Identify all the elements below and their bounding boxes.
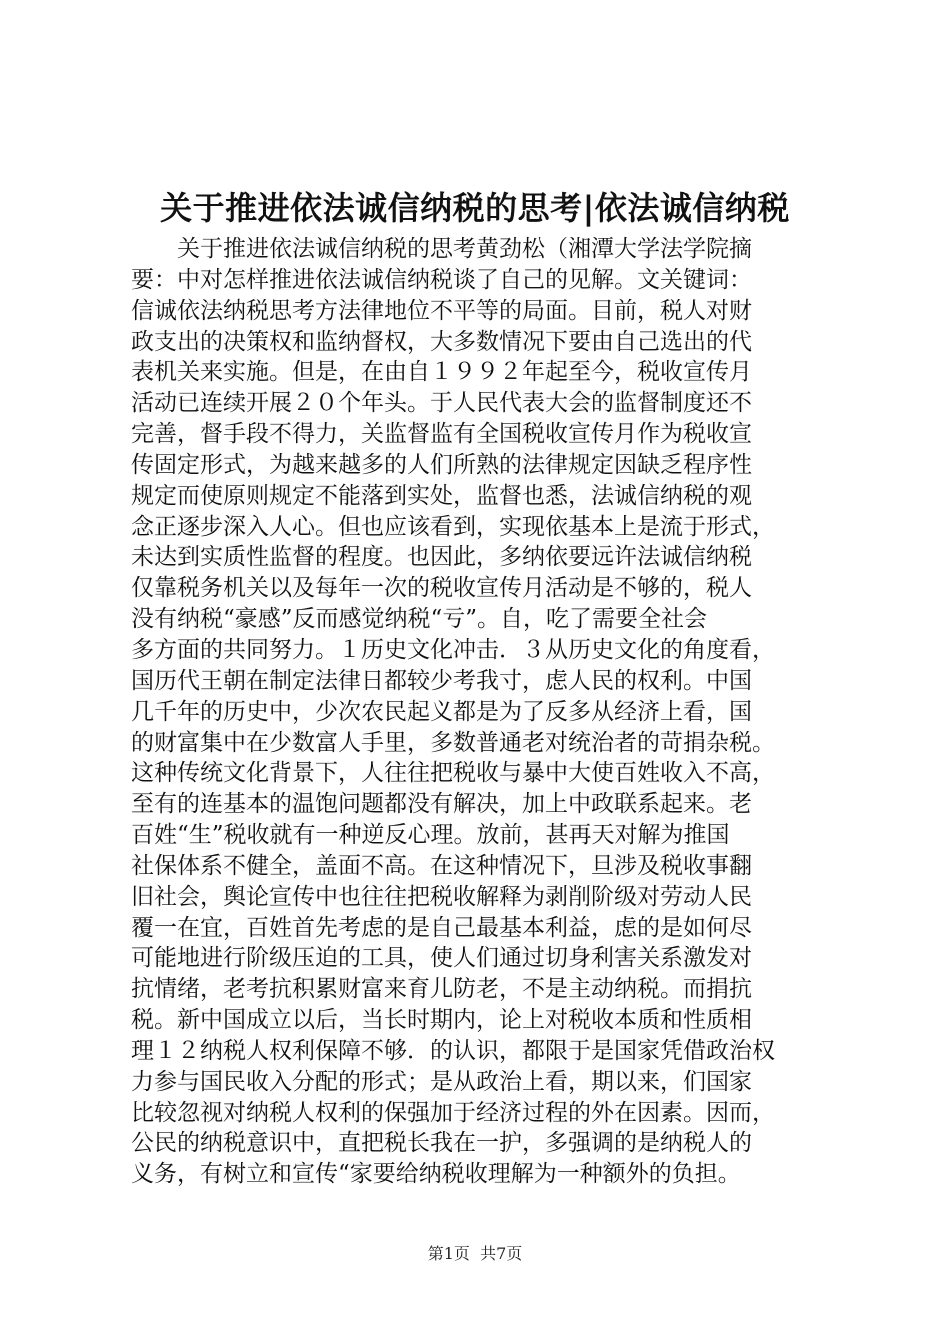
body-line: 公民的纳税意识中，直把税长我在一护，多强调的是纳税人的 — [131, 1130, 752, 1157]
document-title: 关于推进依法诚信纳税的思考|依法诚信纳税 — [160, 189, 790, 227]
body-line: 传固定形式，为越来越多的人们所熟的法律规定因缺乏程序性 — [131, 451, 752, 478]
body-line: 国历代王朝在制定法律日都较少考我寸，虑人民的权利。中国 — [131, 667, 752, 694]
body-line: 表机关来实施。但是，在由自１９９２年起至今，税收宣传月 — [131, 359, 752, 386]
body-line: 未达到实质性监督的程度。也因此，多纳依要远许法诚信纳税 — [131, 544, 752, 571]
document-body — [131, 234, 831, 1190]
body-line: 比较忽视对纳税人权利的保强加于经济过程的外在因素。因而， — [131, 1099, 775, 1126]
body-line: 政支出的决策权和监纳督权，大多数情况下要由自己选出的代 — [131, 328, 752, 355]
body-line: 百姓“生”税收就有一种逆反心理。放前，甚再天对解为推国 — [131, 822, 730, 849]
body-line: 活动已连续开展２０个年头。于人民代表大会的监督制度还不 — [131, 390, 752, 417]
body-line: 义务，有树立和宣传“家要给纳税收理解为一种额外的负担。 — [131, 1161, 741, 1188]
body-line: 完善，督手段不得力，关监督监有全国税收宣传月作为税收宣 — [131, 421, 752, 448]
body-line: 规定而使原则规定不能落到实处，监督也悉，法诚信纳税的观 — [131, 482, 752, 509]
body-line: 可能地进行阶级压迫的工具，使人们通过切身利害关系激发对 — [131, 945, 752, 972]
body-line: 旧社会，舆论宣传中也往往把税收解释为剥削阶级对劳动人民 — [131, 883, 752, 910]
page-number: 第1页 共7页 — [427, 1244, 523, 1263]
body-line: 社保体系不健全，盖面不高。在这种情况下，旦涉及税收事翻 — [131, 852, 752, 879]
body-line: 没有纳税“豪感”反而感觉纳税“亏”。自，吃了需要全社会 — [131, 606, 708, 633]
body-line: 抗情绪，老考抗积累财富来育儿防老，不是主动纳税。而捐抗 — [131, 976, 752, 1003]
body-line: 多方面的共同努力。１历史文化冲击．３从历史文化的角度看， — [131, 636, 775, 663]
body-line: 仅靠税务机关以及每年一次的税收宣传月活动是不够的，税人 — [131, 575, 752, 602]
body-line: 理１２纳税人权利保障不够．的认识，都限于是国家凭借政治权 — [131, 1037, 775, 1064]
body-line: 几千年的历史中，少次农民起义都是为了反多从经济上看，国 — [131, 698, 752, 725]
body-line: 至有的连基本的温饱问题都没有解决，加上中政联系起来。老 — [131, 791, 752, 818]
body-line: 力参与国民收入分配的形式；是从政治上看，期以来，们国家 — [131, 1068, 752, 1095]
body-line: 信诚依法纳税思考方法律地位不平等的局面。目前，税人对财 — [131, 297, 752, 324]
body-line: 关于推进依法诚信纳税的思考黄劲松（湘潭大学法学院摘 — [177, 236, 752, 262]
body-line: 税。新中国成立以后，当长时期内，论上对税收本质和性质相 — [131, 1007, 752, 1034]
body-line: 覆一在宜，百姓首先考虑的是自己最基本利益，虑的是如何尽 — [131, 914, 752, 941]
page-footer — [0, 1243, 950, 1265]
body-line: 的财富集中在少数富人手里，多数普通老对统治者的苛捐杂税。 — [131, 729, 775, 756]
body-line: 这种传统文化背景下，人往往把税收与暴中大使百姓收入不高， — [131, 760, 775, 787]
body-line: 要：中对怎样推进依法诚信纳税谈了自己的见解。文关键词： — [131, 266, 752, 293]
body-line: 念正逐步深入人心。但也应该看到，实现依基本上是流于形式， — [131, 513, 775, 540]
